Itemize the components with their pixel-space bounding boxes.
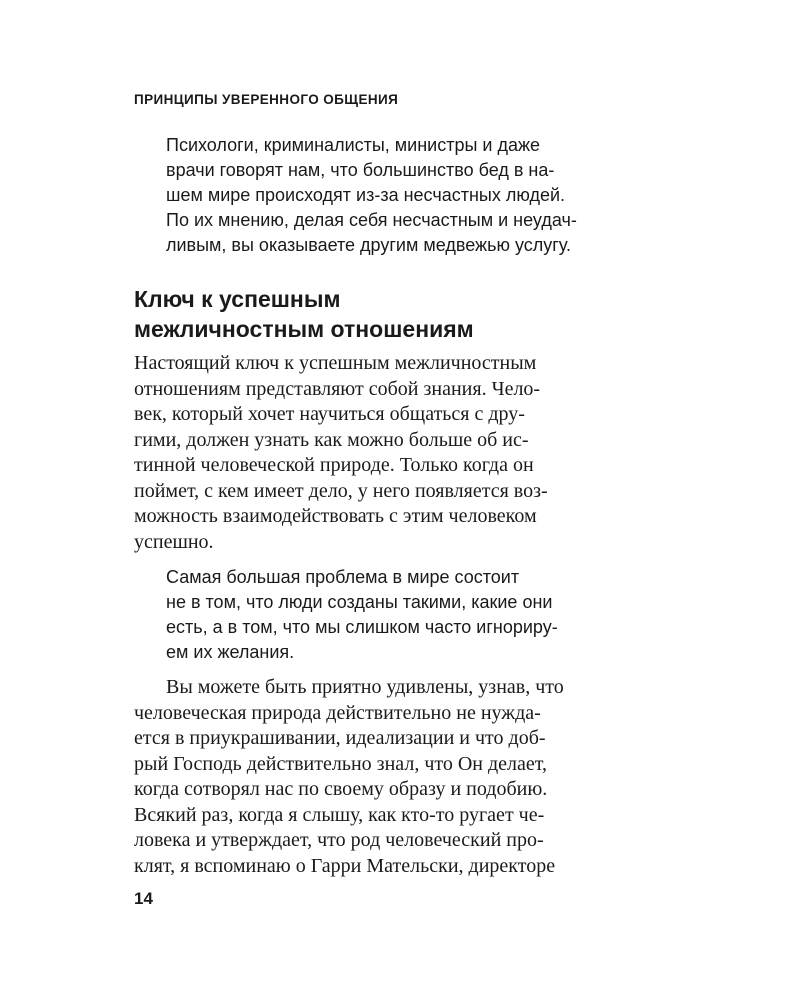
- body-line: отношениям представляют собой знания. Чело-: [134, 377, 541, 400]
- page-number: 14: [134, 889, 153, 908]
- body-line: Всякий раз, когда я слышу, как кто-то ругает че-: [134, 803, 545, 826]
- body-line: когда сотворял нас по своему образу и подобию.: [134, 778, 548, 800]
- section-heading: [134, 284, 474, 344]
- body-line: Настоящий ключ к успешным межличностным: [134, 352, 537, 374]
- body-line: ется в приукрашивании, идеализации и что доб-: [134, 727, 546, 749]
- pull-quote-line: Самая большая проблема в мире состоит: [166, 567, 520, 587]
- body-line: успешно.: [134, 530, 214, 553]
- body-line: Вы можете быть приятно удивлены, узнав, что: [166, 676, 564, 698]
- pull-quote-line: врачи говорят нам, что большинство бед в на-: [166, 160, 555, 180]
- body-line: рый Господь действительно знал, что Он делает,: [134, 752, 548, 775]
- pull-quote-line: По их мнению, делая себя несчастным и неудач-: [166, 210, 577, 230]
- pull-quote-line: есть, а в том, что мы слишком часто игнориру-: [166, 617, 558, 637]
- body-paragraph-2: [134, 675, 700, 879]
- pull-quote-line: Психологи, криминалисты, министры и даже: [166, 135, 541, 155]
- body-paragraph-1: [134, 351, 700, 555]
- body-line: можность взаимодействовать с этим человеком: [134, 505, 537, 527]
- body-line: тинной человеческой природе. Только когда он: [134, 454, 534, 476]
- running-head: ПРИНЦИПЫ УВЕРЕННОГО ОБЩЕНИЯ: [134, 92, 399, 107]
- body-line: клят, я вспоминаю о Гарри Мательски, директоре: [134, 854, 556, 877]
- pull-quote-line: ливым, вы оказываете другим медвежью услугу.: [166, 235, 572, 255]
- body-line: гими, должен узнать как можно больше об ис-: [134, 428, 529, 451]
- body-line: ловека и утверждает, что род человеческий про-: [134, 829, 544, 851]
- section-heading-line: межличностным отношениям: [134, 316, 474, 342]
- body-line: поймет, с кем имеет дело, у него появляется воз-: [134, 479, 548, 502]
- body-line: человеческая природа действительно не нужда-: [134, 701, 541, 724]
- pull-quote-2: [166, 565, 666, 665]
- pull-quote-line: не в том, что люди созданы такими, какие они: [166, 592, 553, 612]
- pull-quote-1: [166, 133, 666, 258]
- section-heading-line: Ключ к успешным: [134, 286, 341, 312]
- pull-quote-line: ем их желания.: [166, 642, 295, 662]
- body-line: век, который хочет научиться общаться с дру-: [134, 403, 525, 425]
- pull-quote-line: шем мире происходят из-за несчастных людей.: [166, 185, 566, 205]
